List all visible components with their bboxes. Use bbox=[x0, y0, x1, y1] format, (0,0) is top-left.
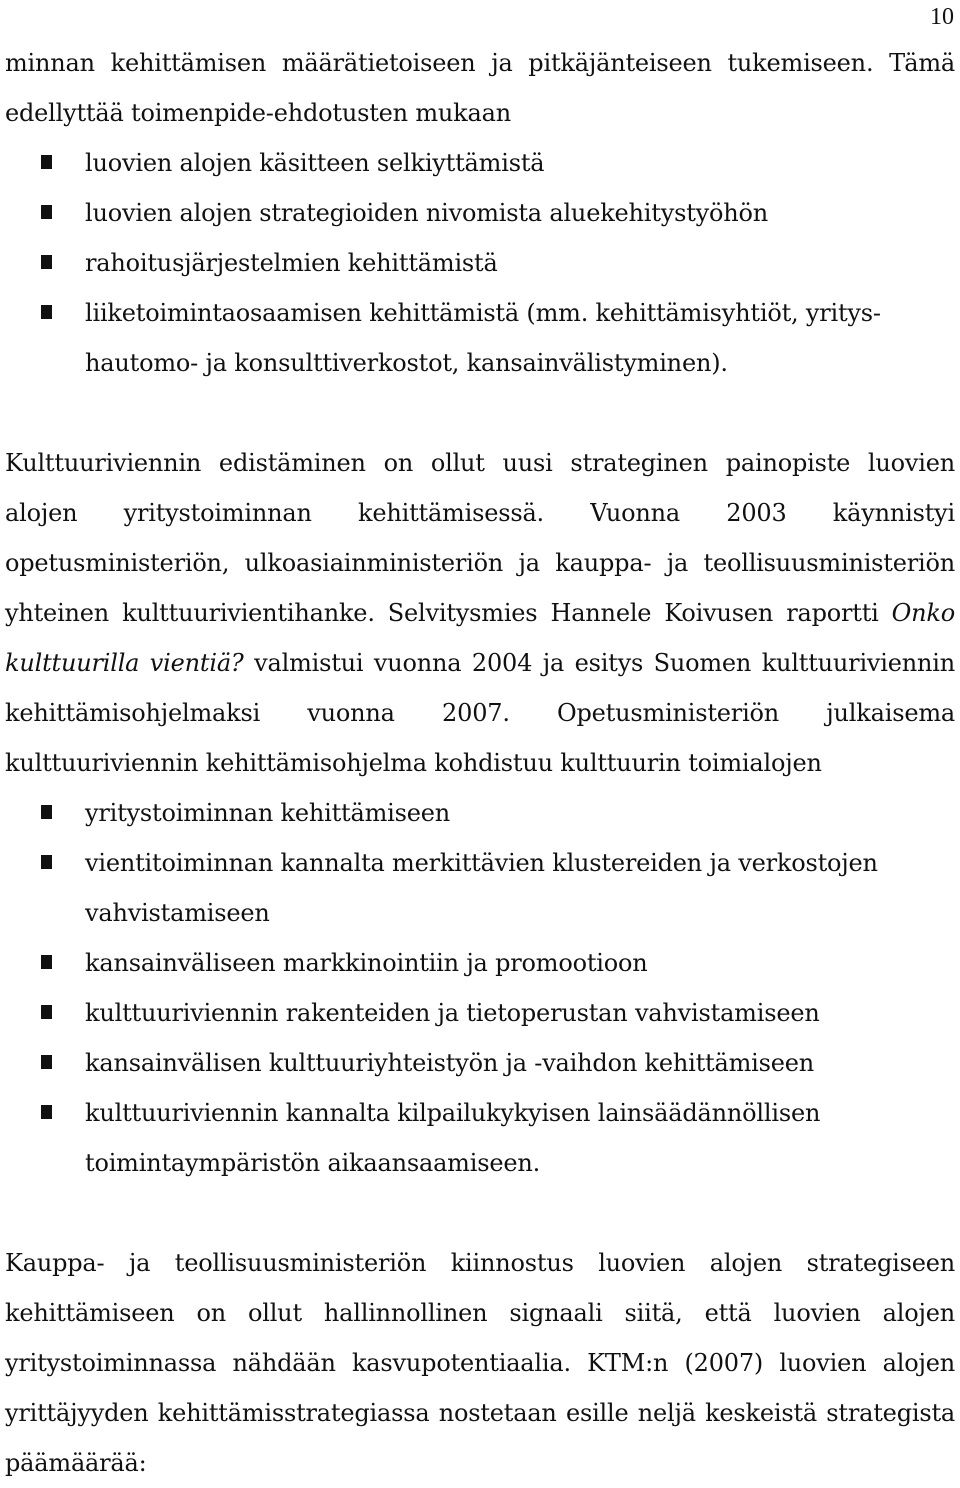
square-bullet-icon bbox=[41, 1005, 52, 1019]
list-item bbox=[5, 288, 955, 388]
section-intro bbox=[5, 38, 955, 388]
list-item-text: luovien alojen käsitteen selkiyttämistä bbox=[85, 149, 545, 177]
list-item-text: yritystoiminnan kehittämiseen bbox=[85, 799, 451, 827]
list-item bbox=[5, 238, 955, 288]
list-item bbox=[5, 1038, 955, 1088]
list-item bbox=[5, 988, 955, 1038]
square-bullet-icon bbox=[41, 955, 52, 969]
measures-list bbox=[5, 138, 955, 388]
list-item-text: kansainväliseen markkinointiin ja promootioon bbox=[85, 949, 648, 977]
square-bullet-icon bbox=[41, 1105, 52, 1119]
list-item-text: luovien alojen strategioiden nivomista aluekehitystyöhön bbox=[85, 199, 769, 227]
paragraph-intro: minnan kehittämisen määrätietoiseen ja pitkäjänteiseen tukemiseen. Tämä edellyttää toimenpide-ehdotusten mukaan bbox=[5, 49, 955, 127]
list-item bbox=[5, 838, 955, 938]
list-item-text: kulttuuriviennin kannalta kilpailukykyisen lainsäädännöllisen toimintaympäristön aikaansaamiseen. bbox=[85, 1099, 821, 1177]
list-item bbox=[5, 788, 955, 838]
square-bullet-icon bbox=[41, 805, 52, 819]
square-bullet-icon bbox=[41, 255, 52, 269]
paragraph-text: Kulttuuriviennin edistäminen on ollut uusi strateginen painopiste luovien alojen yritystoiminnan kehittämisessä. Vuonna 2003 käynnistyi opetusministeriön, ulkoasiainministeriön ja kauppa- ja teollisuusministeriön yhteinen kulttuurivientihanke. Selvitysmies Hannele Koivusen raportti bbox=[5, 449, 955, 627]
paragraph-culture-export bbox=[5, 438, 955, 788]
paragraph-ktm-strategy: Kauppa- ja teollisuusministeriön kiinnostus luovien alojen strategiseen kehittämiseen on ollut hallinnollinen signaali siitä, että luovien alojen yritystoiminnassa nähdään kasvupotentiaalia. KTM:n (2007) luovien alojen yrittäjyyden kehittämisstrategiassa nostetaan esille neljä keskeistä strategista päämäärää: bbox=[5, 1249, 955, 1477]
section-culture-export bbox=[5, 438, 955, 1188]
list-item-text: kulttuuriviennin rakenteiden ja tietoperustan vahvistamiseen bbox=[85, 999, 820, 1027]
paragraph-gap bbox=[5, 1188, 955, 1238]
list-item-text: vientitoiminnan kannalta merkittävien klustereiden ja verkostojen vahvistamiseen bbox=[85, 849, 878, 927]
page-number: 10 bbox=[930, 4, 954, 30]
paragraph-gap bbox=[5, 388, 955, 438]
square-bullet-icon bbox=[41, 205, 52, 219]
square-bullet-icon bbox=[41, 1055, 52, 1069]
programme-list bbox=[5, 788, 955, 1188]
list-item-text: liiketoimintaosaamisen kehittämistä (mm. kehittämisyhtiöt, yritys-hautomo- ja konsulttiverkostot, kansainvälistyminen). bbox=[85, 299, 881, 377]
list-item-text: rahoitusjärjestelmien kehittämistä bbox=[85, 249, 498, 277]
list-item bbox=[5, 1088, 955, 1188]
section-ktm-strategy bbox=[5, 1238, 955, 1488]
document-body bbox=[5, 38, 955, 1488]
report-title: Onko kulttuurilla vientiä? bbox=[5, 599, 955, 677]
list-item bbox=[5, 938, 955, 988]
list-item-text: kansainvälisen kulttuuriyhteistyön ja -vaihdon kehittämiseen bbox=[85, 1049, 814, 1077]
list-item bbox=[5, 138, 955, 188]
square-bullet-icon bbox=[41, 855, 52, 869]
list-item bbox=[5, 188, 955, 238]
square-bullet-icon bbox=[41, 305, 52, 319]
square-bullet-icon bbox=[41, 155, 52, 169]
paragraph-text: valmistui vuonna 2004 ja esitys Suomen kulttuuriviennin kehittämisohjelmaksi vuonna 2007. Opetusministeriön julkaisema kulttuuriviennin kehittämisohjelma kohdistuu kulttuurin toimialojen bbox=[5, 649, 956, 777]
